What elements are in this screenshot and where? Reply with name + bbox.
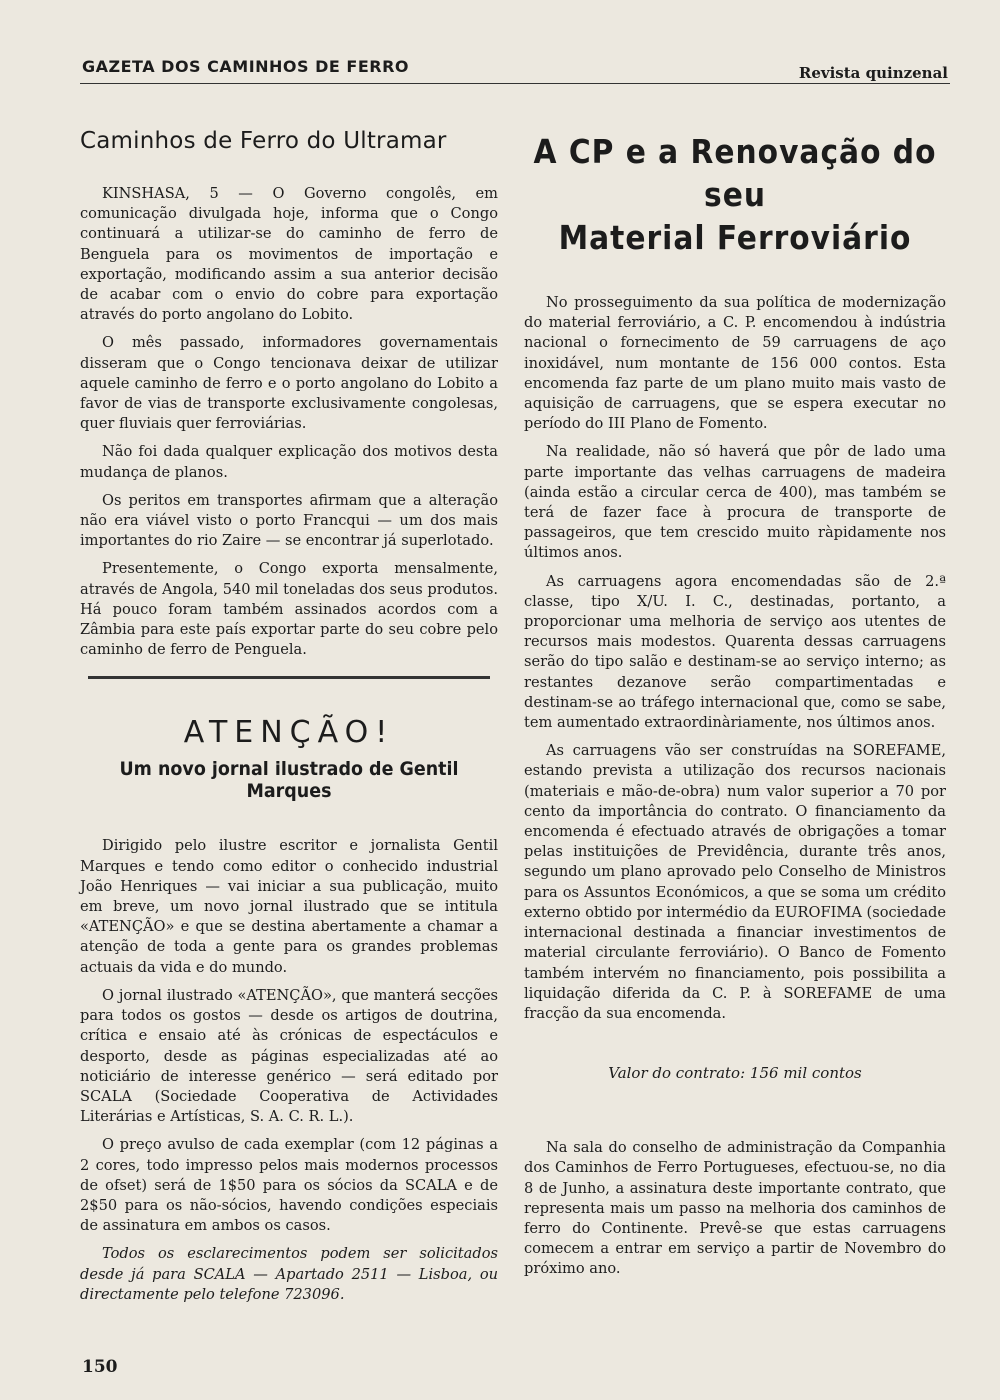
journal-subtitle: Revista quinzenal [798,64,948,82]
left-column [80,120,498,1313]
ultramar-article-title: Caminhos de Ferro do Ultramar [80,128,447,154]
cp-paragraph: Na realidade, não só haverá que pôr de lado uma parte importante das velhas carruagens de madeira (ainda estão a circular cerca de 400), mas também se terá de fazer face à procura de transporte de passageiros, que tem crescido muito ràpidamente nos últimos anos. [524,443,946,562]
notice-title: ATENÇÃO! [183,715,395,751]
cp-paragraph: As carruagens vão ser construídas na SOREFAME, estando prevista a utilização dos recursos nacionais (materiais e mão-de-obra) num valor superior a 70 por cento da importância do contrato. O financiamento da encomenda é efectuado através de obrigações a tomar pelas instituições de Previdência, durante três anos, segundo um plano aprovado pelo Conselho de Ministros para os Assuntos Económicos, a que se soma um crédito externo obtido por intermédio da EUROFIMA (sociedade internacional destinada a financiar investimentos de material circulante ferroviário). O Banco de Fomento também intervém no financiamento, pois possibilita a liquidação diferida da C. P. à SOREFAME de uma fracção da sua encomenda. [524,742,946,1022]
journal-title: GAZETA DOS CAMINHOS DE FERRO [82,57,410,76]
header-rule [80,83,950,84]
notice-paragraph: O preço avulso de cada exemplar (com 12 páginas a 2 cores, todo impresso pelos mais modernos processos de ofset) será de 1$50 para os sócios da SCALA e de 2$50 para os não-sócios, havendo condições especiais de assinatura em ambos os casos. [80,1136,498,1235]
ultramar-paragraph: Não foi dada qualquer explicação dos motivos desta mudança de planos. [80,443,498,481]
ultramar-paragraph: O mês passado, informadores governamentais disseram que o Congo tencionava deixar de utilizar aquele caminho de ferro e o porto angolano do Lobito a favor de vias de transporte exclusivamente congolesas, quer fluviais quer ferroviárias. [80,334,498,433]
right-column [524,120,946,1288]
section-divider [88,676,490,679]
notice-paragraph: O jornal ilustrado «ATENÇÃO», que manterá secções para todos os gostos — desde os artigos de doutrina, crítica e ensaio até às crónicas de espectáculos e desporto, desde as páginas especializadas até ao noticiário de interesse genérico — será editado por SCALA (Sociedade Cooperativa de Actividades Literárias e Artísticas, S. A. C. R. L.). [80,986,498,1126]
notice-subtitle: Um novo jornal ilustrado de Gentil Marques [119,758,459,803]
ultramar-paragraph: Presentemente, o Congo exporta mensalmente, através de Angola, 540 mil toneladas dos seus produtos. Há pouco foram também assinados acordos com a Zâmbia para este país exportar parte do seu cobre pelo caminho de ferro de Penguela. [80,560,498,659]
ultramar-paragraph: Os peritos em transportes afirmam que a alteração não era viável visto o porto Francqui — um dos mais importantes do rio Zaire — se encontrar já superlotado. [80,491,498,550]
cp-article-title [524,130,946,259]
page-number: 150 [82,1357,118,1377]
cp-final-paragraph: Na sala do conselho de administração da Companhia dos Caminhos de Ferro Portugueses, efectuou-se, no dia 8 de Junho, a assinatura deste importante contrato, que representa mais um passo na melhoria dos caminhos de ferro do Continente. Prevê-se que estas carruagens comecem a entrar em serviço a partir de Novembro do próximo ano. [524,1139,946,1278]
ultramar-paragraph: KINSHASA, 5 — O Governo congolês, em comunicação divulgada hoje, informa que o Congo continuará a utilizar-se do caminho de ferro de Benguela para os movimentos de importação e exportação, modificando assim a sua anterior decisão de acabar com o envio do cobre para exportação através do porto angolano do Lobito. [80,185,498,324]
cp-title-line-2: Material Ferroviário [558,218,912,257]
notice-paragraph: Dirigido pelo ilustre escritor e jornalista Gentil Marques e tendo como editor o conhecido industrial João Henriques — vai iniciar a sua publicação, muito em breve, um novo jornal ilustrado que se intitula «ATENÇÃO» e que se destina abertamente a chamar a atenção de toda a gente para os grandes problemas actuais da vida e do mundo. [80,837,498,976]
cp-title-line-1: A CP e a Renovação do seu [533,132,937,214]
cp-subheading: Valor do contrato: 156 mil contos [608,1064,862,1083]
notice-closing: Todos os esclarecimentos podem ser solicitados desde já para SCALA — Apartado 2511 — Lisboa, ou directamente pelo telefone 723096. [80,1245,498,1303]
cp-paragraph: No prosseguimento da sua política de modernização do material ferroviário, a C. P. encomendou à indústria nacional o fornecimento de 59 carruagens de aço inoxidável, num montante de 156 000 contos. Esta encomenda faz parte de um plano muito mais vasto de aquisição de carruagens, que se espera executar no período do III Plano de Fomento. [524,294,946,433]
cp-paragraph: As carruagens agora encomendadas são de 2.ª classe, tipo X/U. I. C., destinadas, portanto, a proporcionar uma melhoria de serviço aos utentes de recursos mais modestos. Quarenta dessas carruagens serão do tipo salão e destinam-se ao serviço interno; as restantes dezanove serão compartimentadas e destinam-se ao tráfego internacional que, como se sabe, tem aumentado extraordinàriamente, nos últimos anos. [524,572,946,732]
